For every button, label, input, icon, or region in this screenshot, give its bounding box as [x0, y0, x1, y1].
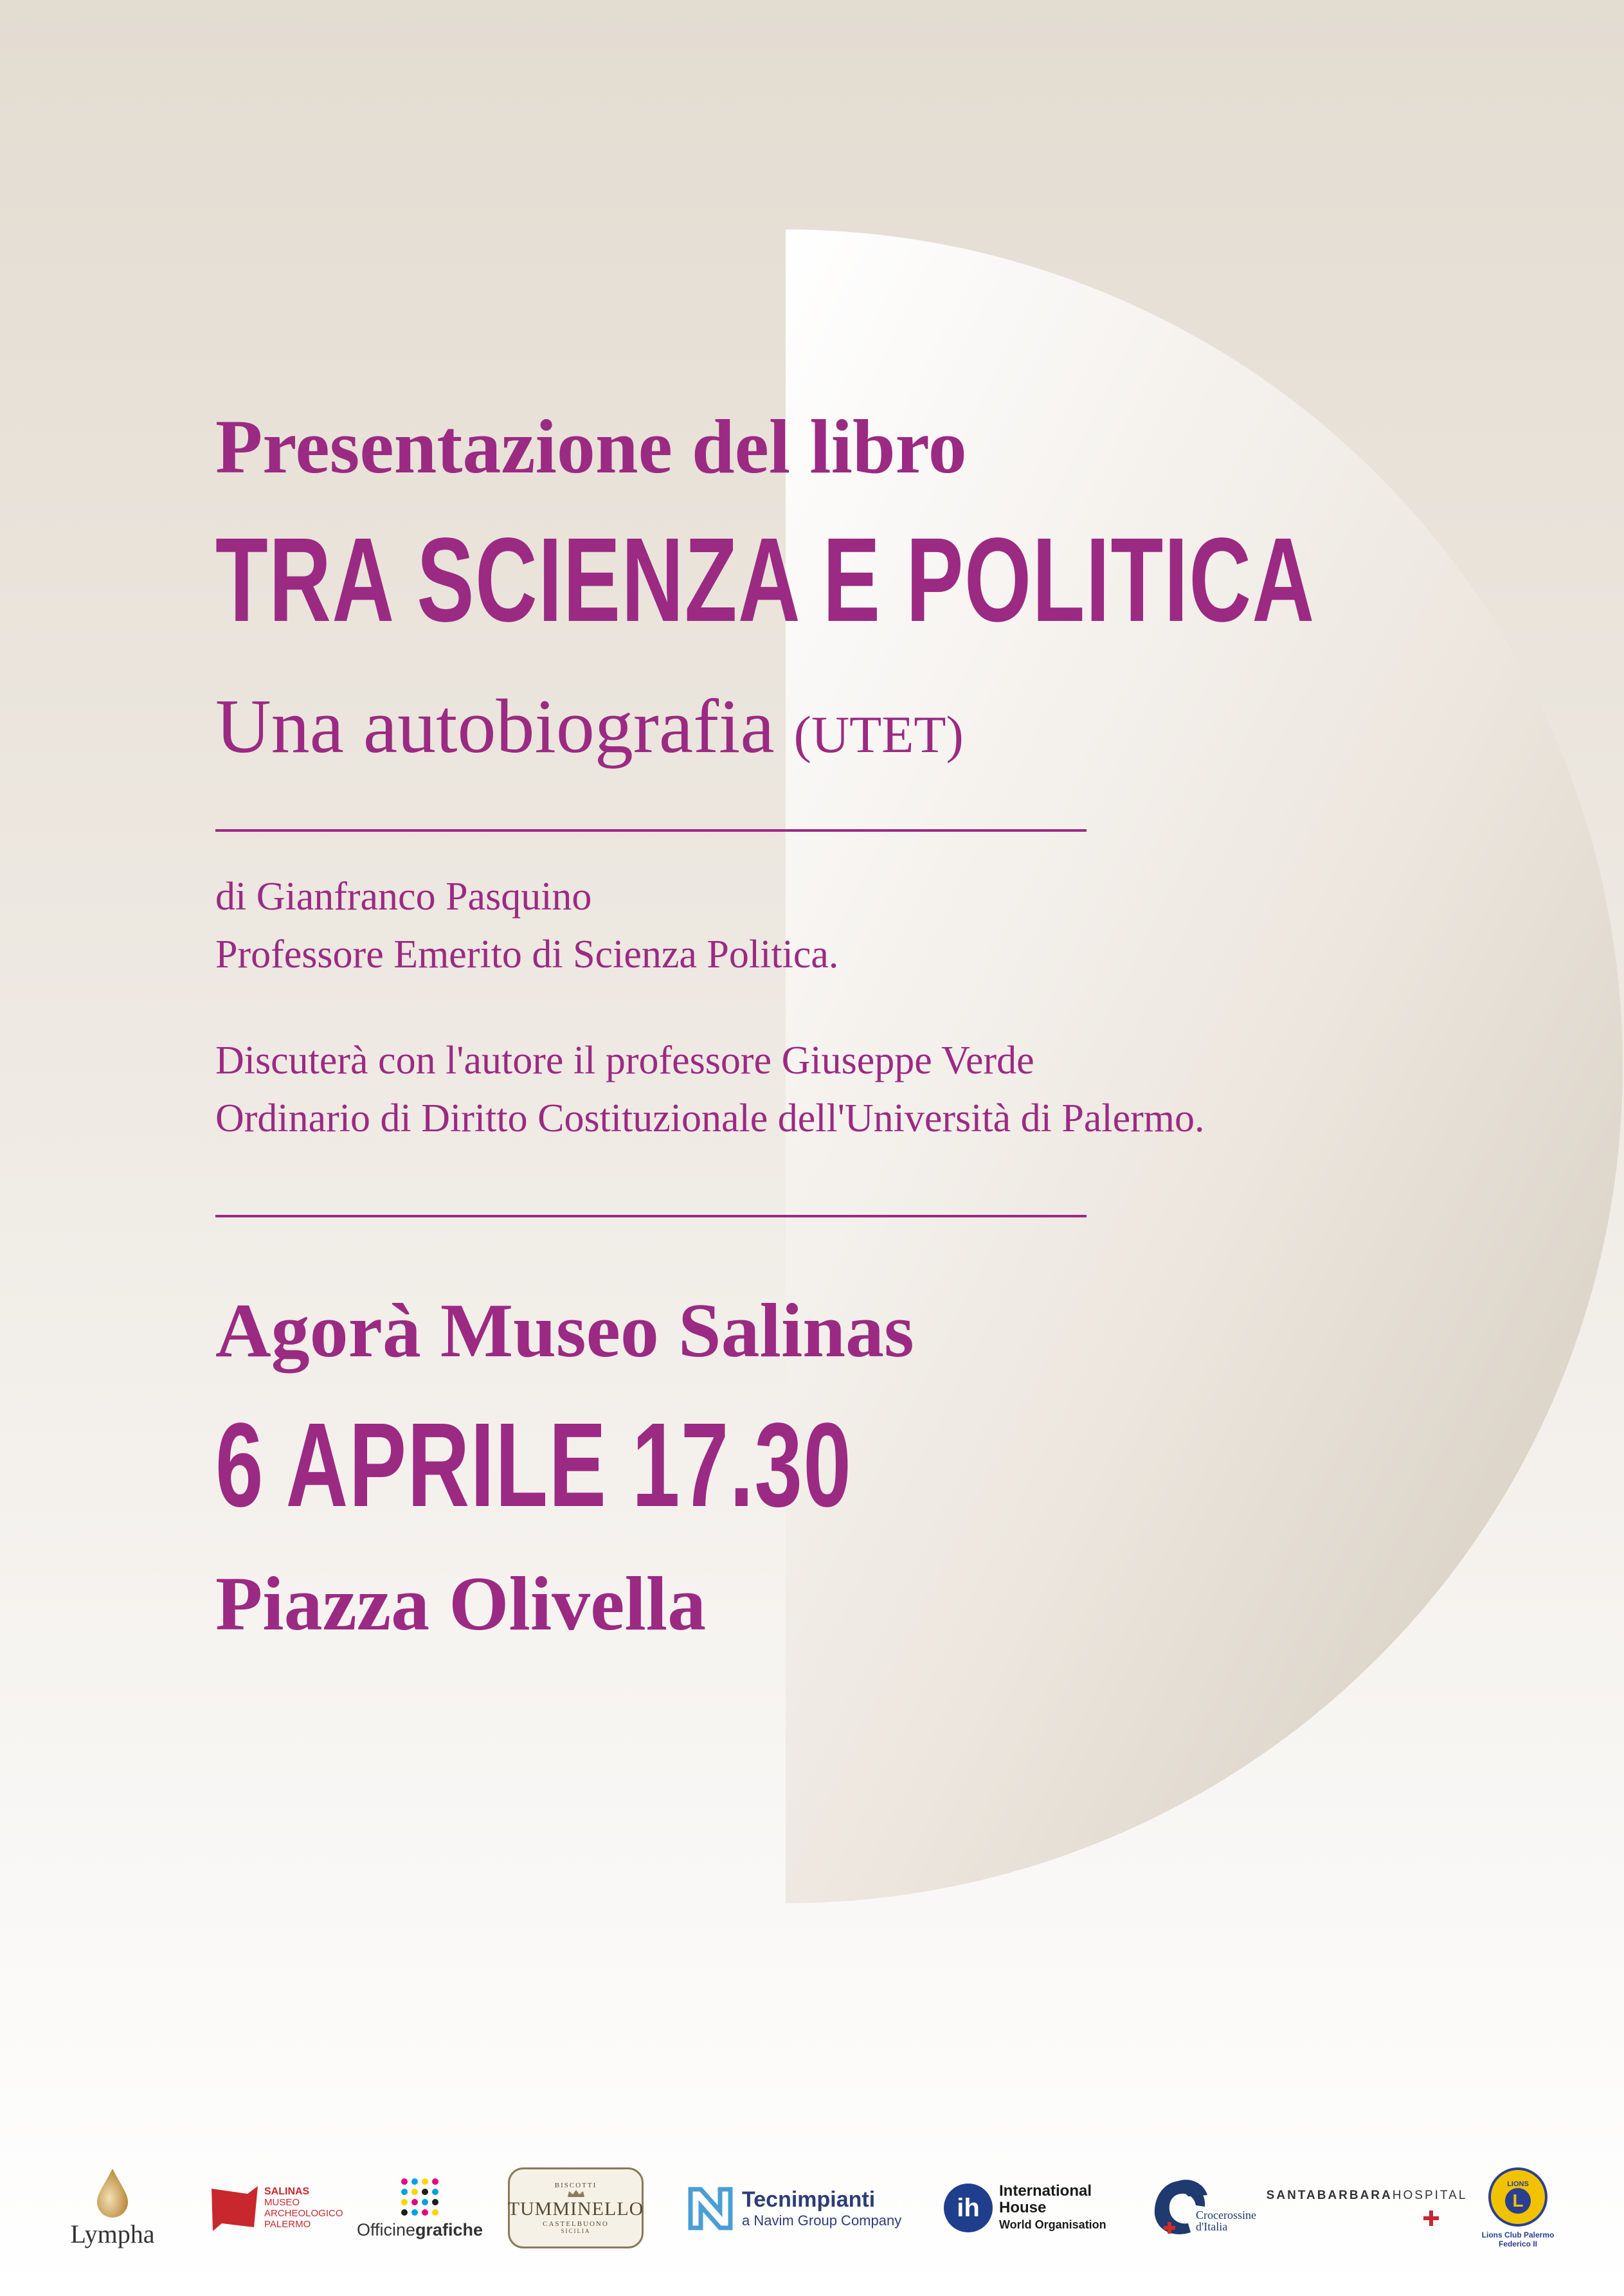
- crown-icon: [566, 2189, 586, 2198]
- tecnimpianti-n-icon: [687, 2184, 734, 2232]
- lympha-label: Lympha: [70, 2219, 155, 2248]
- salinas-name: SALINAS: [264, 2186, 310, 2197]
- officine-label-b: grafiche: [415, 2220, 483, 2239]
- logo-tumminello: [508, 2160, 643, 2256]
- lions-line1: Lions Club Palermo: [1481, 2230, 1555, 2239]
- logo-international-house: [944, 2160, 1117, 2256]
- lions-emblem-icon: [1488, 2167, 1547, 2227]
- tumminello-top: BISCOTTI: [554, 2182, 597, 2189]
- discussant-name: Discuterà con l'autore il professore Giuseppe Verde: [215, 1039, 1034, 1082]
- book-title: TRA SCIENZA E POLITICA: [215, 514, 1315, 647]
- lions-ring-text: LIONS: [1507, 2180, 1529, 2188]
- divider-top: [215, 829, 1087, 832]
- santabarbara-a: SANTABARBARA: [1266, 2189, 1393, 2202]
- lions-line2: Federico II: [1498, 2239, 1538, 2248]
- tumminello-name: TUMMINELLO: [507, 2198, 644, 2220]
- logo-crocerossine: [1150, 2160, 1259, 2256]
- book-subtitle: [215, 678, 964, 783]
- crocerossine-line1: Crocerossine: [1196, 2209, 1256, 2221]
- salinas-line3: PALERMO: [264, 2219, 311, 2230]
- publisher: (UTET): [793, 705, 964, 764]
- ih-line1: International: [999, 2182, 1092, 2200]
- logo-santabarbara-hospital: [1266, 2160, 1468, 2256]
- event-place: Piazza Olivella: [215, 1561, 707, 1646]
- tumminello-badge: [508, 2167, 644, 2248]
- ih-line3: World Organisation: [999, 2218, 1106, 2231]
- droplet-icon: [93, 2167, 132, 2219]
- divider-bottom: [215, 1215, 1087, 1217]
- crocerossine-line2: d'Italia: [1196, 2220, 1228, 2233]
- hospital-cross-icon: [1422, 2209, 1440, 2227]
- tecnimpianti-name: Tecnimpianti: [742, 2187, 876, 2212]
- tumminello-bottom: CASTELBUONO: [543, 2220, 609, 2228]
- logo-tecnimpianti: [687, 2160, 931, 2256]
- subtitle-main: Una autobiografia: [215, 683, 775, 769]
- ih-circle-icon: ih: [944, 2184, 993, 2232]
- logo-lions-club: [1476, 2160, 1560, 2256]
- santabarbara-b: HOSPITAL: [1392, 2189, 1468, 2202]
- salinas-line2: ARCHEOLOGICO: [264, 2208, 343, 2219]
- venue: Agorà Museo Salinas: [215, 1287, 914, 1373]
- intro-line: Presentazione del libro: [215, 404, 967, 489]
- color-dots-icon: [399, 2176, 440, 2218]
- author-title: Professore Emerito di Scienza Politica.: [215, 933, 839, 976]
- logo-officine-grafiche: [356, 2160, 483, 2256]
- tecnimpianti-sub: a Navim Group Company: [742, 2212, 902, 2229]
- salinas-flag-icon: [209, 2182, 260, 2234]
- ih-line2: House: [999, 2199, 1047, 2216]
- lions-letter: L: [1505, 2188, 1531, 2214]
- logo-salinas: [209, 2160, 344, 2256]
- author-name: di Gianfranco Pasquino: [215, 875, 592, 919]
- discussant-title: Ordinario di Diritto Costituzionale dell'Università di Palermo.: [215, 1097, 1205, 1140]
- tumminello-sub: SICILIA: [561, 2228, 591, 2234]
- logo-lympha: [61, 2160, 164, 2256]
- salinas-line1: MUSEO: [264, 2197, 300, 2208]
- event-datetime: 6 APRILE 17.30: [215, 1399, 853, 1532]
- officine-label-a: Officine: [356, 2220, 415, 2239]
